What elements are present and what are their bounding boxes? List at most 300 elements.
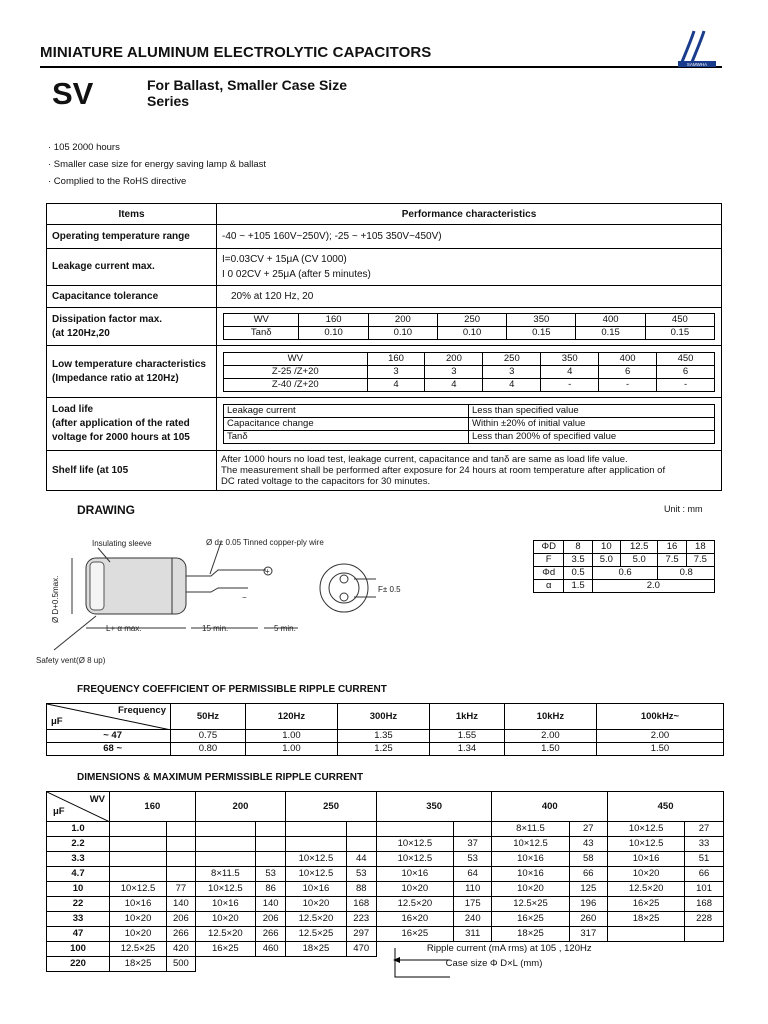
lead-cell: 0.5 [564,567,592,580]
case-size: 10×12.5 [195,882,255,897]
tolerance-value: 20% at 120 Hz, 20 [217,286,722,308]
lead-cell: 7.5 [686,554,714,567]
lowtemp-cell: 3 [425,365,483,378]
case-size: 10×16 [195,897,255,912]
lead-cell: 1.5 [564,580,592,593]
lowtemp-cell: - [599,378,657,391]
df-label [47,308,217,346]
insulating-sleeve-label: Insulating sleeve [92,539,152,548]
loadlife-table [223,404,715,444]
df-row-wv [224,314,715,327]
dimensions-row [47,942,724,957]
drawing-title: DRAWING [77,503,135,517]
case-size: 10×16 [110,897,167,912]
frequency-value: 0.75 [171,730,246,743]
dimensions-cap: 10 [47,882,110,897]
loadlife-row [224,405,715,418]
capacitor-top-view [320,564,368,612]
lowtemp-cell: 3 [367,365,425,378]
loadlife-row [224,418,715,431]
lowtemp-label-2: (Impedance ratio at 120Hz) [52,372,179,384]
lowtemp-cell: - [657,378,715,391]
voltage-header: 350 [376,792,492,822]
lowtemp-cell: 400 [599,352,657,365]
case-size [608,927,685,942]
voltage-header: 250 [286,792,377,822]
case-size: 10×20 [376,882,453,897]
lead-dimension-row [534,567,715,580]
df-label-2: (at 120Hz,20 [52,327,110,339]
case-size: 10×20 [195,912,255,927]
lowtemp-cell: Z-25 /Z+20 [224,365,368,378]
ripple-value: 43 [569,837,608,852]
case-size: 16×25 [608,897,685,912]
lowtemp-cell: WV [224,352,368,365]
lowtemp-cell: 4 [367,378,425,391]
frequency-value: 2.00 [596,730,723,743]
loadlife-item: Tanδ [224,431,469,444]
ripple-value: 33 [685,837,724,852]
lowtemp-cell: 450 [657,352,715,365]
ripple-value: 66 [685,867,724,882]
ripple-value: 223 [346,912,376,927]
title-rule [40,66,722,68]
ripple-value [346,822,376,837]
df-cell [217,308,722,346]
performance-table [46,203,722,491]
capacitor-drawing [36,528,456,673]
case-size: 10×20 [110,927,167,942]
loadlife-value: Within ±20% of initial value [469,418,715,431]
loadlife-value: Less than 200% of specified value [469,431,715,444]
dimensions-row [47,897,724,912]
dimensions-row [47,912,724,927]
ripple-value: 140 [167,897,196,912]
case-size [195,822,255,837]
case-size: 12.5×25 [492,897,569,912]
dimensions-row [47,957,724,972]
ripple-value: 500 [167,957,196,972]
frequency-header: 120Hz [245,704,337,730]
lead-dimension-row [534,541,715,554]
case-size: 10×20 [608,867,685,882]
lead-cell: 8 [564,541,592,554]
lowtemp-cell: 4 [541,365,599,378]
case-size: 10×16 [608,852,685,867]
frequency-corner-bottom: μF [51,716,63,727]
case-size: 10×12.5 [110,882,167,897]
ripple-value: 175 [453,897,492,912]
loadlife-label-3: voltage for 2000 hours at 105 [52,432,190,443]
dimensions-cap: 2.2 [47,837,110,852]
df-label-1: Dissipation factor max. [52,313,163,325]
lead-cell: ΦD [534,541,564,554]
loadlife-row [224,431,715,444]
dimensions-cap: 1.0 [47,822,110,837]
ripple-value: 470 [346,942,376,957]
lead-dimension-table [533,540,715,593]
frequency-header: 100kHz~ [596,704,723,730]
df-cell: 0.10 [437,327,506,340]
frequency-value: 1.00 [245,743,337,756]
frequency-header: 10kHz [504,704,596,730]
leak-label: Leakage current max. [47,249,217,286]
lowtemp-cell: - [541,378,599,391]
feature-item: · Smaller case size for energy saving lamp & ballast [48,159,267,170]
ripple-value: 86 [256,882,286,897]
shelf-label: Shelf life (at 105 [47,451,217,491]
ripple-value: 125 [569,882,608,897]
lead-cell: 5.0 [620,554,657,567]
lead-dimension-row [534,554,715,567]
df-cell: 0.15 [645,327,714,340]
lowtemp-label [47,346,217,398]
frequency-header: 300Hz [337,704,429,730]
tolerance-label: Capacitance tolerance [47,286,217,308]
d-dimension-label: Ø D+0.5max. [51,575,60,623]
dimensions-cap: 100 [47,942,110,957]
wire-label: Ø d± 0.05 Tinned copper-ply wire [206,538,324,547]
df-cell: 0.15 [507,327,576,340]
dimensions-cap: 47 [47,927,110,942]
ripple-value: 311 [453,927,492,942]
ripple-value: 66 [569,867,608,882]
case-size: 16×25 [376,927,453,942]
voltage-header: 160 [110,792,196,822]
loadlife-label [47,398,217,451]
lowtemp-cell [217,346,722,398]
ripple-value: 27 [685,822,724,837]
ripple-value: 266 [256,927,286,942]
case-size [110,822,167,837]
lowtemp-cell: 350 [541,352,599,365]
ripple-value: 196 [569,897,608,912]
series-description [147,77,347,109]
df-cell: WV [224,314,299,327]
ripple-value: 53 [453,852,492,867]
lead-wire [186,588,248,592]
case-size: 10×16 [376,867,453,882]
case-size: 10×16 [492,867,569,882]
dimensions-corner [47,792,110,822]
voltage-header: 400 [492,792,608,822]
ripple-value: 53 [346,867,376,882]
feature-list [48,139,266,190]
ripple-value [167,822,196,837]
lead-cell: 0.8 [658,567,715,580]
ripple-value: 101 [685,882,724,897]
shelf-line-3: DC rated voltage to the capacitors for 30 minutes. [221,476,431,487]
dimensions-cap: 220 [47,957,110,972]
case-size: 12.5×20 [376,897,453,912]
loadlife-label-1: Load life [52,404,94,415]
ripple-value [167,837,196,852]
dimensions-row [47,837,724,852]
ripple-value: 228 [685,912,724,927]
frequency-cap: 68 ~ [47,743,171,756]
lead-dimension-row [534,580,715,593]
case-size: 10×20 [492,882,569,897]
df-cell: 0.10 [368,327,437,340]
ripple-value [256,837,286,852]
lowtemp-cell: 6 [599,365,657,378]
temp-value: -40 ~ +105 160V~250V); -25 ~ +105 350V~450V) [217,225,722,249]
f-dimension-label: F± 0.5 [378,585,401,594]
ripple-value [167,867,196,882]
ripple-value: 297 [346,927,376,942]
ripple-value [685,927,724,942]
case-size: 12.5×20 [286,912,346,927]
df-cell: Tanδ [224,327,299,340]
feature-item: · 105 2000 hours [48,142,120,153]
lead-cell: 2.0 [592,580,714,593]
lowtemp-cell: Z-40 /Z+20 [224,378,368,391]
df-row-tan [224,327,715,340]
ripple-value: 44 [346,852,376,867]
lowtemp-cell: 6 [657,365,715,378]
df-cell: 450 [645,314,714,327]
frequency-header-row [47,704,724,730]
series-code: SV [52,76,94,111]
case-size: 10×16 [492,852,569,867]
ripple-value: 240 [453,912,492,927]
frequency-value: 0.80 [171,743,246,756]
ripple-value [346,837,376,852]
frequency-title: FREQUENCY COEFFICIENT OF PERMISSIBLE RIPPLE CURRENT [77,684,387,695]
frequency-value: 1.34 [429,743,504,756]
frequency-value: 1.00 [245,730,337,743]
case-size [286,837,346,852]
series-line-2: Series [147,93,190,109]
document-title: MINIATURE ALUMINUM ELECTROLYTIC CAPACITORS [40,44,432,61]
case-size: 10×16 [286,882,346,897]
frequency-value: 1.55 [429,730,504,743]
lead-cell: Φd [534,567,564,580]
case-size: 12.5×20 [608,882,685,897]
lead-cell: 3.5 [564,554,592,567]
lead-cell: F [534,554,564,567]
lowtemp-row [224,365,715,378]
ripple-value: 88 [346,882,376,897]
ripple-value: 51 [685,852,724,867]
ripple-value [256,822,286,837]
case-size: 16×25 [195,942,255,957]
series-line-1: For Ballast, Smaller Case Size [147,77,347,93]
case-size: 8×11.5 [492,822,569,837]
case-size: 18×25 [110,957,167,972]
items-header: Items [47,204,217,225]
ripple-value: 317 [569,927,608,942]
voltage-header: 200 [195,792,286,822]
ripple-value [256,852,286,867]
dimensions-row [47,927,724,942]
dimensions-row [47,852,724,867]
case-size: 16×20 [376,912,453,927]
case-size: 10×12.5 [286,867,346,882]
frequency-row [47,730,724,743]
lowtemp-label-1: Low temperature characteristics [52,358,206,370]
ripple-value: 58 [569,852,608,867]
frequency-cap: ~ 47 [47,730,171,743]
frequency-value: 1.25 [337,743,429,756]
lowtemp-row [224,378,715,391]
ripple-value: 460 [256,942,286,957]
frequency-value: 1.50 [596,743,723,756]
ripple-value [167,852,196,867]
dimensions-corner-bottom: μF [53,806,65,817]
lead-cell: 12.5 [620,541,657,554]
lowtemp-cell: 4 [483,378,541,391]
ripple-value: 266 [167,927,196,942]
case-size [110,867,167,882]
lead-cell: 0.6 [592,567,658,580]
ripple-value: 27 [569,822,608,837]
frequency-header: 1kHz [429,704,504,730]
safety-vent-label: Safety vent(Ø 8 up) [36,656,106,665]
temp-label: Operating temperature range [47,225,217,249]
frequency-value: 1.35 [337,730,429,743]
frequency-corner-top: Frequency [117,705,166,716]
ripple-callout: Ripple current (mA rms) at 105 , 120Hz [426,943,592,955]
ripple-value: 260 [569,912,608,927]
loadlife-item: Leakage current [224,405,469,418]
dimensions-row [47,822,724,837]
case-size: 10×12.5 [376,837,453,852]
df-cell: 400 [576,314,645,327]
df-cell: 200 [368,314,437,327]
voltage-header: 450 [608,792,724,822]
case-size: 12.5×20 [195,927,255,942]
lead-cell: 5.0 [592,554,620,567]
lowtemp-cell: 200 [425,352,483,365]
dimensions-corner-top: WV [89,794,105,805]
df-cell: 250 [437,314,506,327]
case-size: 10×12.5 [492,837,569,852]
lead-wire [186,570,266,576]
case-size: 10×12.5 [376,852,453,867]
minus-mark: − [242,593,247,602]
ripple-value: 77 [167,882,196,897]
dimensions-cap: 3.3 [47,852,110,867]
min15-label: 15 min. [202,624,229,633]
case-size [195,837,255,852]
frequency-row [47,743,724,756]
performance-header: Performance characteristics [217,204,722,225]
lead-cell: 18 [686,541,714,554]
case-size: 10×20 [286,897,346,912]
dimensions-table [46,791,724,972]
case-size [110,852,167,867]
ripple-value: 206 [167,912,196,927]
frequency-corner [47,704,171,730]
case-size [286,822,346,837]
ripple-value: 168 [346,897,376,912]
lead-cell: α [534,580,564,593]
lead-cell: 10 [592,541,620,554]
case-callout: Case size Φ D×L (mm) [445,958,543,970]
case-size: 18×25 [608,912,685,927]
min5-label: 5 min. [274,624,296,633]
frequency-value: 2.00 [504,730,596,743]
lowtemp-cell: 3 [483,365,541,378]
loadlife-value: Less than specified value [469,405,715,418]
shelf-line-2: The measurement shall be performed after exposure for 24 hours at room temperature after application of [221,465,666,476]
case-size: 12.5×25 [110,942,167,957]
case-size: 18×25 [286,942,346,957]
case-size: 10×12.5 [608,822,685,837]
frequency-value: 1.50 [504,743,596,756]
case-size [376,822,453,837]
df-cell: 0.10 [299,327,368,340]
lowtemp-cell: 250 [483,352,541,365]
leak-line-2: I 0 02CV + 25μA (after 5 minutes) [222,269,371,280]
dimensions-cap: 33 [47,912,110,927]
dimensions-cap: 22 [47,897,110,912]
df-table [223,313,715,340]
ripple-value: 64 [453,867,492,882]
plus-mark: + [265,567,270,576]
dimensions-body [47,822,724,942]
dimensions-header-row [47,792,724,822]
df-cell: 0.15 [576,327,645,340]
svg-text:SAMWHA: SAMWHA [686,62,708,67]
dimensions-row [47,882,724,897]
dimensions-title: DIMENSIONS & MAXIMUM PERMISSIBLE RIPPLE CURRENT [77,772,364,783]
callout-arrows [390,948,490,984]
unit-note: Unit : mm [664,504,703,514]
ripple-value [453,822,492,837]
company-logo [672,28,718,68]
case-size: 10×20 [110,912,167,927]
loadlife-item: Capacitance change [224,418,469,431]
shelf-line-1: After 1000 hours no load test, leakage current, capacitance and tanδ are same as load life value. [221,454,628,465]
lowtemp-cell: 4 [425,378,483,391]
lead-cell: 7.5 [658,554,686,567]
feature-item: · Complied to the RoHS directive [48,176,187,187]
frequency-table [46,703,724,756]
dimensions-row [47,867,724,882]
case-size [110,837,167,852]
ripple-value: 110 [453,882,492,897]
frequency-header: 50Hz [171,704,246,730]
case-size: 12.5×25 [286,927,346,942]
ripple-value: 37 [453,837,492,852]
ripple-value: 53 [256,867,286,882]
l-dimension-label: L+ α max. [106,624,142,633]
loadlife-cell [217,398,722,451]
dimensions-cap: 4.7 [47,867,110,882]
lead-cell: 16 [658,541,686,554]
df-cell: 160 [299,314,368,327]
lowtemp-row [224,352,715,365]
case-size: 10×12.5 [608,837,685,852]
ripple-value: 168 [685,897,724,912]
lowtemp-table [223,352,715,392]
case-size: 8×11.5 [195,867,255,882]
ripple-value: 206 [256,912,286,927]
case-size [195,852,255,867]
leak-line-1: I=0.03CV + 15μA (CV 1000) [222,254,347,265]
df-cell: 350 [507,314,576,327]
loadlife-label-2: (after application of the rated [52,418,190,429]
ripple-value: 140 [256,897,286,912]
lowtemp-cell: 160 [367,352,425,365]
case-size: 16×25 [492,912,569,927]
shelf-value [217,451,722,491]
case-size: 18×25 [492,927,569,942]
ripple-value: 420 [167,942,196,957]
case-size: 10×12.5 [286,852,346,867]
